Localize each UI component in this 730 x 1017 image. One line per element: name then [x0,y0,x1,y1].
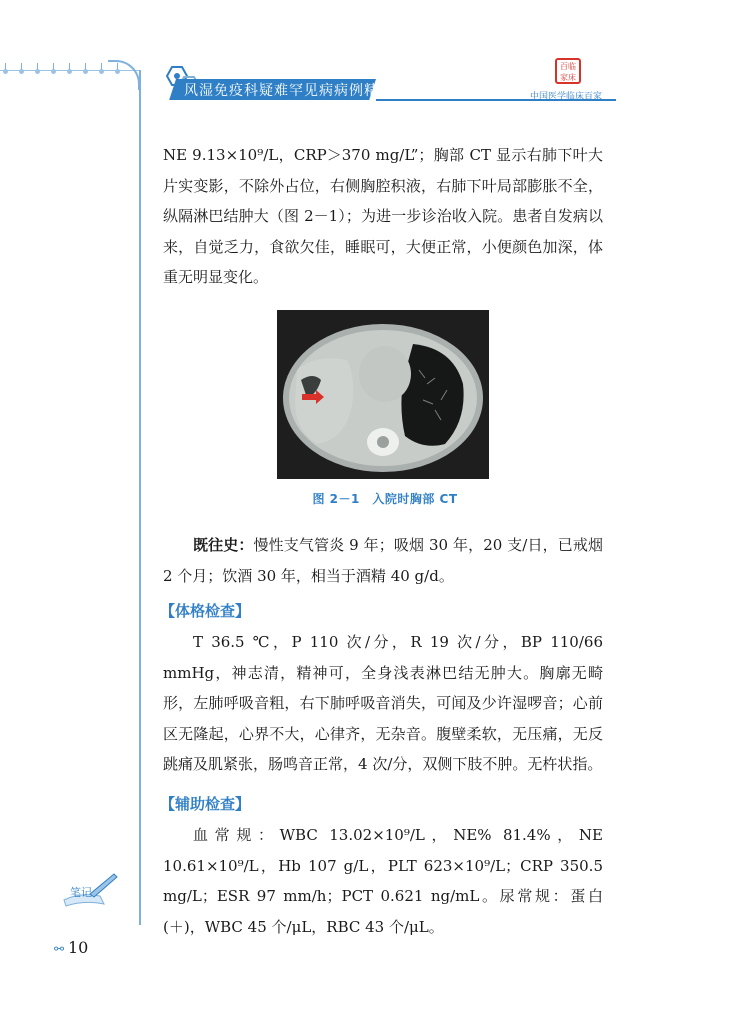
publisher-name: 中国医学临床百家 [530,92,603,102]
binder-pin [82,63,89,73]
margin-rule [139,70,141,925]
history-paragraph [163,530,603,591]
figure-caption: 图 2－1 入院时胸部 CT [312,492,458,506]
lab-section-heading: 【辅助检查】 [160,795,251,813]
intro-paragraph: NE 9.13×10⁹/L，CRP＞370 mg/L”；胸部 CT 显示右肺下叶大片实变影，不除外占位，右侧胸腔积液，右肺下叶局部膨胀不全，纵隔淋巴结肿大（图 2－1）；为进一步诊治收入院。患者自发病以来，自觉乏力，食欲欠佳，睡眠可，大便正常，小便颜色加深，体重无明显变化。 [163,146,603,286]
publisher-stamp: 百临家床 [555,58,581,84]
book-title: 风湿免疫科疑难罕见病病例精解 [184,83,394,99]
exam-paragraph: T 36.5 ℃，P 110 次/分，R 19 次/分，BP 110/66 mmHg，神志清，精神可，全身浅表淋巴结无肿大。胸廓无畸形，左肺呼吸音粗，右下肺呼吸音消失，可闻及少许湿啰音；心前区无隆起，心界不大，心律齐，无杂音。腹壁柔软，无压痛，无反跳痛及肌紧张，肠鸣音正常，4 次/分，双侧下肢不肿。无杵状指。 [163,633,603,773]
notes-label: 笔记 [70,886,92,899]
lab-paragraph: 血常规：WBC 13.02×10⁹/L，NE% 81.4%，NE 10.61×10⁹/L，Hb 107 g/L，PLT 623×10⁹/L；CRP 350.5 mg/L；ESR 97 mm/h；PCT 0.621 ng/mL。尿常规：蛋白(＋)，WBC 45 个/μL，RBC 43 个/μL。 [163,826,603,936]
history-text: 慢性支气管炎 9 年；吸烟 30 年，20 支/日，已戒烟 2 个月；饮酒 30 年，相当于酒精 40 g/d。 [163,536,603,585]
exam-section-heading: 【体格检查】 [160,602,251,620]
binder-pin [98,63,105,73]
binder-pin [34,63,41,73]
notes-pen-icon [60,870,120,910]
binder-pin [18,63,25,73]
binder-pin [66,63,73,73]
page-number-icon: ⚯ [54,942,65,956]
corner-curve [108,60,140,90]
page-number: 10 [68,938,89,957]
history-label: 既往史： [193,536,254,554]
binder-pin [50,63,57,73]
binder-pin [2,63,9,73]
chest-ct-image [277,310,489,479]
